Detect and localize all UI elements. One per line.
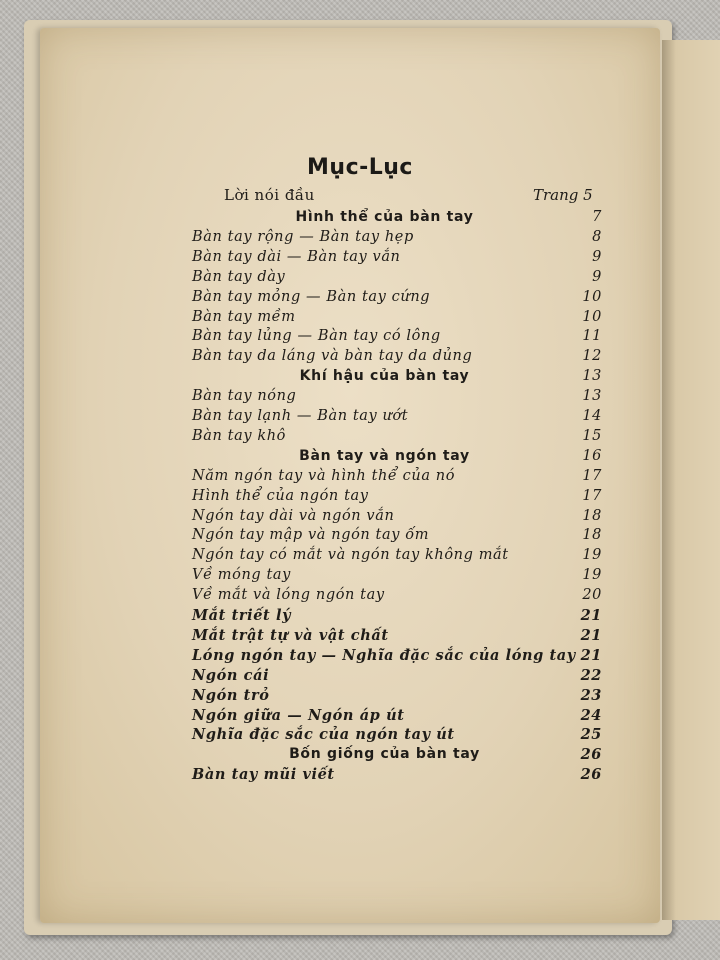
toc-entry-page: 8: [592, 228, 602, 245]
toc-entry-page: 25: [580, 726, 602, 744]
toc-entry-label: Về mắt và lóng ngón tay: [192, 587, 385, 604]
toc-entry-page: 18: [582, 507, 602, 524]
toc-entry-label: Bàn tay mềm: [192, 308, 296, 325]
toc-entry: [192, 428, 602, 448]
toc-entry-page: 18: [582, 527, 602, 544]
toc-entry-label: Bàn tay lủng — Bàn tay có lông: [192, 328, 441, 345]
toc-entry: [192, 587, 602, 607]
toc-entry-label: Bốn giống của bàn tay: [289, 746, 480, 763]
toc-entry-page: 10: [582, 308, 602, 325]
toc-entry: [192, 508, 602, 528]
toc-entry-label: Bàn tay da láng và bàn tay da dủng: [192, 348, 473, 365]
toc-entry-label: Bàn tay rộng — Bàn tay hẹp: [192, 228, 414, 245]
intro-page-number: Trang 5: [533, 186, 593, 204]
page-title: Mục-Lục: [307, 155, 413, 180]
toc-entry: [192, 328, 602, 348]
toc-entry-page: 21: [580, 607, 602, 624]
toc-section-heading: [192, 448, 602, 468]
toc-entry-label: Bàn tay mũi viết: [192, 766, 335, 784]
toc-entry-page: 19: [582, 567, 602, 584]
toc-section-heading: [192, 368, 602, 388]
toc-entry-label: Ngón giữa — Ngón áp út: [192, 706, 405, 724]
toc-entry-page: 15: [582, 427, 602, 444]
toc-entry-page: 17: [582, 487, 602, 504]
toc-entry-label: Năm ngón tay và hình thể của nó: [192, 467, 456, 484]
toc-entry-page: 26: [580, 746, 602, 764]
toc-section-heading: [192, 209, 602, 229]
toc-entry: [192, 269, 602, 289]
toc-entry-label: Khí hậu của bàn tay: [299, 368, 470, 385]
toc-entry-page: 24: [580, 706, 602, 724]
toc-entry-page: 17: [582, 467, 602, 484]
intro-label: Lời nói đầu: [224, 186, 315, 204]
toc-entry-page: 16: [582, 447, 602, 464]
toc-entry-label: Bàn tay khô: [192, 427, 286, 444]
toc-entry-page: 10: [582, 288, 602, 305]
toc-entry: [192, 468, 602, 488]
toc-entry-page: 23: [580, 686, 602, 704]
toc-entry-page: 26: [580, 766, 602, 784]
toc-entry-label: Nghĩa đặc sắc của ngón tay út: [192, 726, 455, 744]
toc-section-heading: [192, 746, 602, 766]
toc-entry-label: Lóng ngón tay — Nghĩa đặc sắc của lóng tay: [192, 646, 576, 664]
toc-entry-label: Ngón tay mập và ngón tay ốm: [192, 527, 430, 544]
toc-entry-label: Ngón tay có mắt và ngón tay không mắt: [192, 547, 509, 564]
toc-entry-label: Bàn tay mỏng — Bàn tay cứng: [192, 288, 431, 305]
toc-entry-label: Bàn tay dày: [192, 268, 286, 285]
toc-entry-page: 21: [580, 626, 602, 644]
toc-entry-label: Bàn tay nóng: [192, 388, 297, 405]
toc-entry: [192, 647, 602, 667]
toc-entry-label: Mắt triết lý: [192, 607, 292, 624]
toc-entry-page: 12: [582, 348, 602, 365]
toc-entry: [192, 627, 602, 647]
toc-entry-page: 22: [580, 666, 602, 684]
toc-entry-label: Ngón tay dài và ngón vắn: [192, 507, 395, 524]
toc-entry-label: Mắt trật tự và vật chất: [192, 626, 389, 644]
toc-entry-label: Ngón trỏ: [192, 686, 270, 704]
toc-entry: [192, 687, 602, 707]
toc-entry-page: 9: [592, 248, 602, 265]
toc-entry-page: 9: [592, 268, 602, 285]
toc-entry: [192, 408, 602, 428]
toc-entry-page: 19: [582, 547, 602, 564]
toc-entry-page: 11: [582, 328, 602, 345]
toc-entry: [192, 309, 602, 329]
toc-entry: [192, 527, 602, 547]
toc-entry: [192, 667, 602, 687]
toc-entry-page: 13: [582, 388, 602, 405]
toc-entry: [192, 707, 602, 727]
toc-entry-page: 13: [582, 368, 602, 385]
toc-entry: [192, 547, 602, 567]
toc-entry-label: Bàn tay và ngón tay: [299, 447, 470, 464]
toc-entry-label: Ngón cái: [192, 666, 270, 684]
toc-entry: [192, 388, 602, 408]
toc-entry: [192, 249, 602, 269]
toc-entry-page: 21: [580, 646, 602, 664]
toc-entry-page: 7: [592, 209, 602, 225]
toc-entry: [192, 607, 602, 627]
toc-entry-label: Hình thể của ngón tay: [192, 487, 369, 504]
toc-entry-label: Bàn tay dài — Bàn tay vắn: [192, 248, 401, 265]
toc-entry: [192, 229, 602, 249]
toc-entry: [192, 348, 602, 368]
toc-entry-label: Về móng tay: [192, 567, 291, 584]
toc-entry-label: Bàn tay lạnh — Bàn tay ướt: [192, 408, 409, 424]
toc-entry: [192, 289, 602, 309]
toc-entry: [192, 726, 602, 746]
toc-entry: [192, 488, 602, 508]
toc-entry-label: Hình thể của bàn tay: [295, 209, 474, 225]
toc-entry-page: 20: [582, 587, 602, 604]
toc-entry: [192, 766, 602, 786]
toc-entry: [192, 567, 602, 587]
toc-entry-page: 14: [582, 408, 602, 424]
